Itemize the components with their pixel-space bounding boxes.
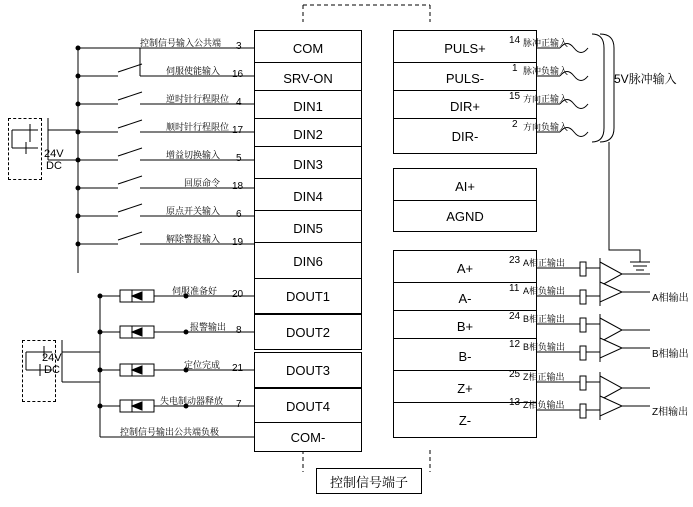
supply-input-type: DC — [46, 160, 62, 172]
output-label-b: B相输出 — [652, 349, 689, 360]
terminal-dout1[interactable] — [254, 278, 362, 314]
signal-label-b-minus: B相负输出 — [523, 342, 566, 352]
terminal-label: DOUT4 — [285, 398, 331, 414]
supply-input-voltage: 24V — [44, 148, 64, 160]
terminal-label: DIN5 — [293, 220, 323, 236]
terminal-label: COM — [292, 40, 324, 56]
signal-label-din2: 顺时针行程限位 — [166, 122, 230, 132]
terminal-dout4[interactable] — [254, 388, 362, 424]
terminal-label: B+ — [456, 318, 474, 334]
signal-label-z-plus: Z相正输出 — [523, 372, 565, 382]
terminal-label: DOUT1 — [285, 288, 331, 304]
pin-number-puls-minus: 1 — [512, 63, 518, 74]
terminal-label: Z+ — [457, 380, 473, 396]
signal-label-a-minus: A相负输出 — [523, 286, 566, 296]
terminal-label: A+ — [456, 260, 474, 276]
signal-label-dir-minus: 方向负输入 — [523, 122, 569, 132]
terminal-label: A- — [458, 290, 472, 306]
pin-number-dout2: 8 — [236, 325, 242, 336]
terminal-label: DOUT2 — [285, 324, 331, 340]
terminal-ai-plus[interactable] — [393, 168, 537, 204]
terminal-label: DIN2 — [293, 126, 323, 142]
output-label-a: A相输出 — [652, 293, 689, 304]
terminal-dout2[interactable] — [254, 314, 362, 350]
signal-label-puls-minus: 脉冲负输入 — [523, 66, 569, 76]
supply-input-box — [8, 118, 42, 180]
terminal-din5[interactable] — [254, 210, 362, 246]
terminal-label: PULS+ — [444, 40, 486, 56]
pulse-input-note: 5V脉冲输入 — [614, 72, 677, 86]
signal-label-srv-on: 伺服使能输入 — [166, 66, 221, 76]
terminal-label: DIR- — [451, 128, 479, 144]
pin-number-dout3: 21 — [232, 363, 244, 374]
pin-number-b-plus: 24 — [509, 311, 521, 322]
signal-label-din3: 增益切换输入 — [166, 150, 221, 160]
terminal-label: AGND — [446, 208, 484, 224]
pin-number-srv-on: 16 — [232, 69, 244, 80]
supply-output-voltage: 24V — [42, 352, 62, 364]
signal-label-din1: 逆时针行程限位 — [166, 94, 230, 104]
pin-number-puls-plus: 14 — [509, 35, 521, 46]
terminal-label: DIN3 — [293, 156, 323, 172]
pin-number-dir-plus: 15 — [509, 91, 521, 102]
control-signal-terminal-title: 控制信号端子 — [329, 474, 408, 490]
pin-number-com: 3 — [236, 41, 242, 52]
signal-label-b-plus: B相正输出 — [523, 314, 566, 324]
signal-label-dout2: 报警输出 — [190, 322, 227, 332]
pin-number-z-minus: 13 — [509, 397, 521, 408]
terminal-label: AI+ — [455, 178, 475, 194]
signal-label-din6: 解除警报输入 — [166, 234, 221, 244]
signal-label-a-plus: A相正输出 — [523, 258, 566, 268]
signal-label-din5: 原点开关输入 — [166, 206, 221, 216]
pin-number-din6: 19 — [232, 237, 244, 248]
pin-number-a-minus: 11 — [509, 283, 520, 294]
terminal-label: DIN6 — [293, 253, 323, 269]
terminal-din3[interactable] — [254, 146, 362, 182]
terminal-label: COM- — [290, 429, 326, 445]
terminal-label: DIN4 — [293, 188, 323, 204]
terminal-agnd[interactable] — [393, 200, 537, 232]
signal-label-din4: 回原命令 — [184, 178, 221, 188]
pin-number-din1: 4 — [236, 97, 242, 108]
signal-label-dir-plus: 方向正输入 — [523, 94, 569, 104]
pin-number-a-plus: 23 — [509, 255, 521, 266]
signal-label-dout1: 伺服准备好 — [172, 286, 218, 296]
pin-number-b-minus: 12 — [509, 339, 521, 350]
pin-number-dout1: 20 — [232, 289, 244, 300]
signal-label-z-minus: Z相负输出 — [523, 400, 565, 410]
pin-number-z-plus: 25 — [509, 369, 521, 380]
pin-number-din4: 18 — [232, 181, 244, 192]
terminal-com-neg[interactable] — [254, 422, 362, 452]
output-label-z: Z相输出 — [652, 407, 689, 418]
signal-label-com: 控制信号输入公共端 — [140, 38, 222, 48]
supply-output-type: DC — [44, 364, 60, 376]
signal-label-com-neg: 控制信号输出公共端负极 — [120, 427, 220, 437]
signal-label-dout3: 定位完成 — [184, 360, 221, 370]
terminal-label: SRV-ON — [283, 70, 333, 86]
pin-number-din3: 5 — [236, 153, 242, 164]
terminal-din4[interactable] — [254, 178, 362, 214]
pin-number-dout4: 7 — [236, 399, 242, 410]
terminal-label: B- — [458, 348, 472, 364]
terminal-com[interactable] — [254, 30, 362, 66]
terminal-dout3[interactable] — [254, 352, 362, 388]
terminal-label: DIR+ — [450, 98, 480, 114]
signal-label-puls-plus: 脉冲正输入 — [523, 38, 569, 48]
supply-output-box — [22, 340, 56, 402]
signal-label-dout4: 失电制动器释放 — [160, 396, 224, 406]
terminal-label: Z- — [458, 412, 472, 428]
pin-number-dir-minus: 2 — [512, 119, 518, 130]
terminal-label: DOUT3 — [285, 362, 331, 378]
terminal-label: PULS- — [445, 70, 485, 86]
control-signal-terminal-box — [316, 468, 422, 494]
terminal-din6[interactable] — [254, 242, 362, 280]
pin-number-din2: 17 — [232, 125, 244, 136]
pin-number-din5: 6 — [236, 209, 242, 220]
terminal-label: DIN1 — [293, 98, 323, 114]
